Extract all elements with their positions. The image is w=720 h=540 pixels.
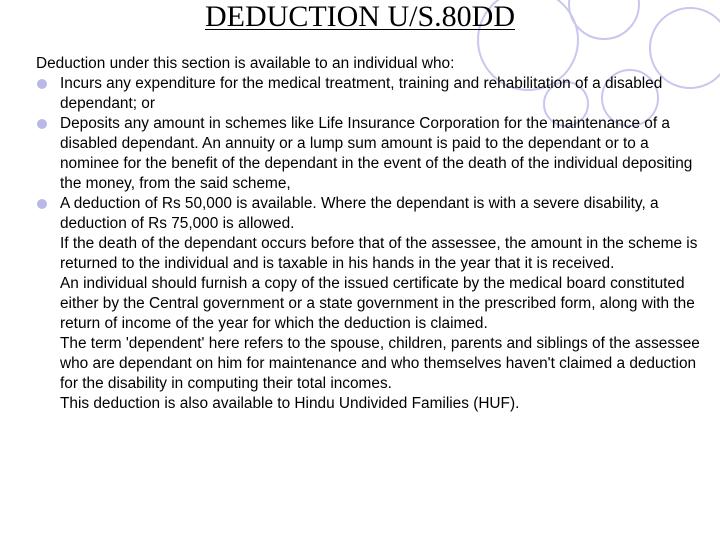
bullet-item-2 [36, 114, 700, 194]
bullet-text: A deduction of Rs 50,000 is available. Where the dependant is with a severe disability, a deduction of Rs 75,000 is allowed. [60, 195, 659, 232]
paragraph-text: An individual should furnish a copy of the issued certificate by the medical board constituted either by the Central government or a state government in the prescribed form, along with the return of income of the year for which the deduction is claimed. [60, 275, 695, 332]
bullet-text: Deposits any amount in schemes like Life Insurance Corporation for the maintenance of a disabled dependant. An annuity or a lump sum amount is paid to the dependant or to a nominee for the benefit of the dependant in the event of the death of the individual depositing the money, from the said scheme, [60, 115, 693, 192]
bullet-icon [37, 79, 47, 89]
bullet-item-1 [36, 74, 700, 114]
paragraph-text: The term 'dependent' here refers to the spouse, children, parents and siblings of the assessee who are dependant on him for maintenance and who themselves haven't claimed a deduction for the disability in computing their total incomes. [60, 335, 700, 392]
paragraph-text: This deduction is also available to Hindu Undivided Families (HUF). [60, 395, 520, 412]
bullet-icon [37, 119, 47, 129]
bullet-icon [37, 199, 47, 209]
bullet-text: Incurs any expenditure for the medical treatment, training and rehabilitation of a disabled dependant; or [60, 75, 663, 112]
paragraph-text: If the death of the dependant occurs before that of the assessee, the amount in the scheme is returned to the individual and is taxable in his hands in the year that it is received. [60, 235, 698, 272]
bullet-item-3 [36, 194, 700, 414]
slide-title: DEDUCTION U/S.80DD [205, 0, 515, 33]
intro-text: Deduction under this section is available to an individual who: [36, 55, 455, 72]
slide-body [36, 54, 700, 414]
bullet-list [36, 74, 700, 414]
